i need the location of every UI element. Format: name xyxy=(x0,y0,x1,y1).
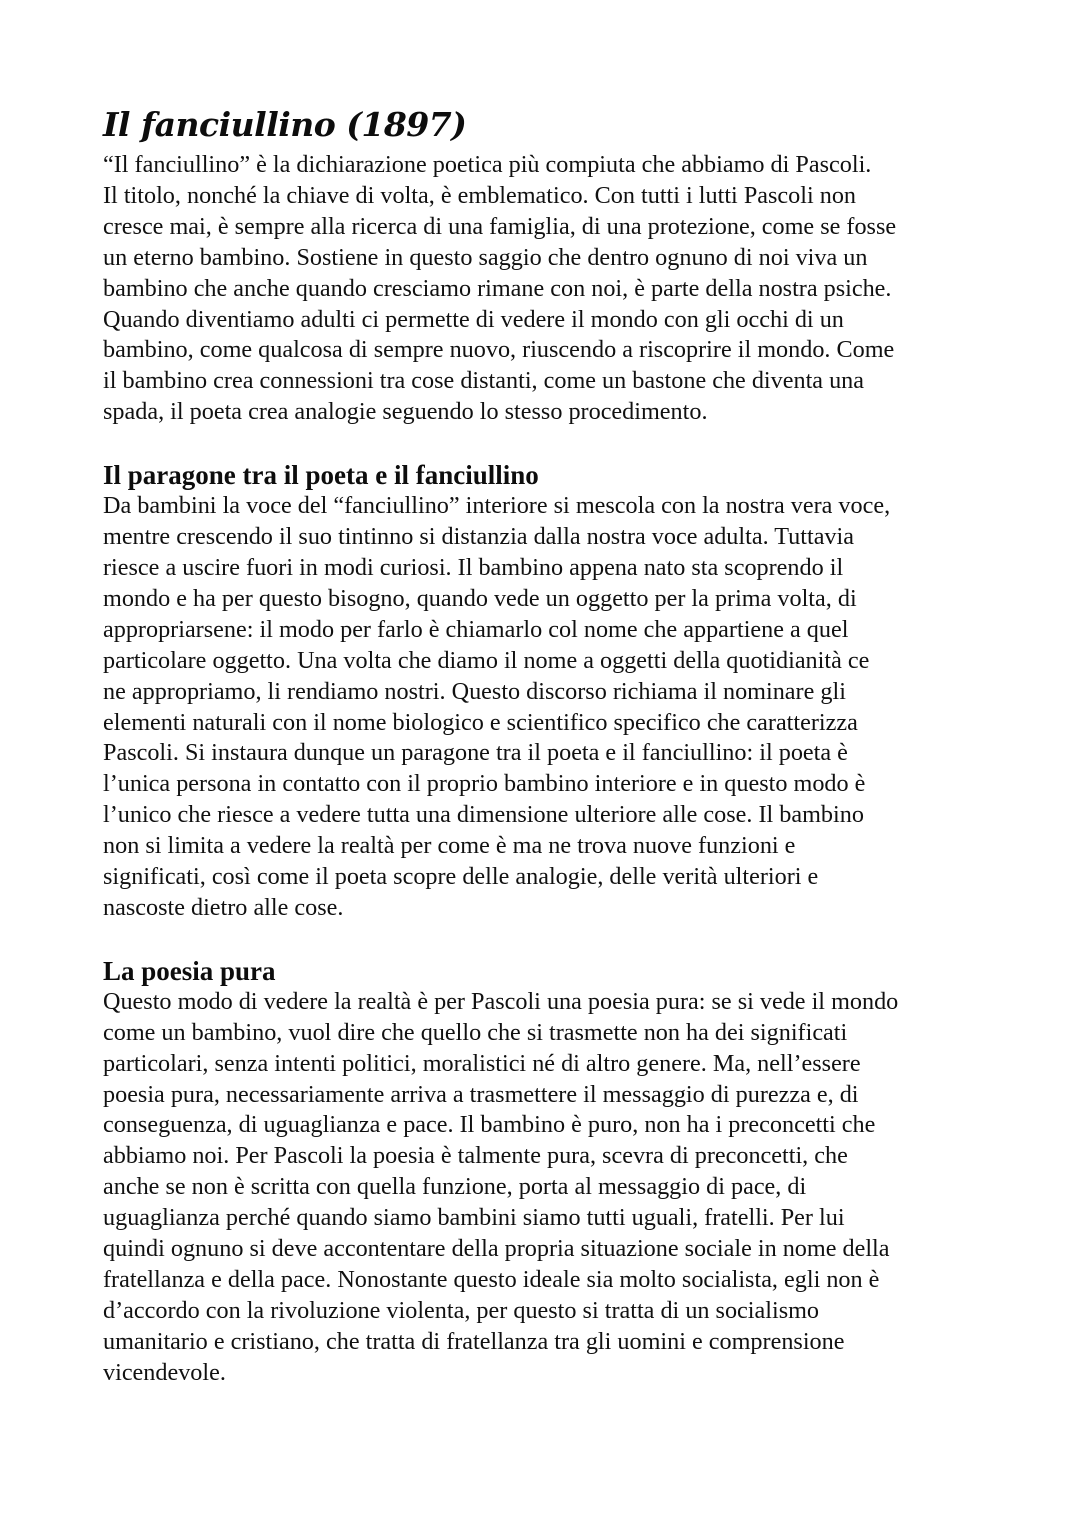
text-line: appropriarsene: il modo per farlo è chiamarlo col nome che appartiene a quel xyxy=(103,615,849,643)
text-line: bambino, come qualcosa di sempre nuovo, riuscendo a riscoprire il mondo. Come xyxy=(103,336,895,364)
text-line: l’unico che riesce a vedere tutta una dimensione ulteriore alle cose. Il bambino xyxy=(103,801,864,829)
document-title: Il fanciullino (1897) xyxy=(103,105,467,144)
text-line: fratellanza e della pace. Nonostante questo ideale sia molto socialista, egli non è xyxy=(103,1266,880,1293)
text-line: Pascoli. Si instaura dunque un paragone tra il poeta e il fanciullino: il poeta è xyxy=(103,739,848,767)
text-line: vicendevole. xyxy=(103,1358,226,1386)
text-line: l’unica persona in contatto con il proprio bambino interiore e in questo modo è xyxy=(103,770,866,798)
text-line: quindi ognuno si deve accontentare della propria situazione sociale in nome della xyxy=(103,1235,890,1263)
text-line: mondo e ha per questo bisogno, quando vede un oggetto per la prima volta, di xyxy=(103,584,857,612)
text-line: d’accordo con la rivoluzione violenta, per questo si tratta di un socialismo xyxy=(103,1296,820,1324)
text-line: Quando diventiamo adulti ci permette di vedere il mondo con gli occhi di un xyxy=(103,305,844,333)
text-line: Da bambini la voce del “fanciullino” interiore si mescola con la nostra vera voce, xyxy=(103,492,891,520)
text-line: significati, così come il poeta scopre delle analogie, delle verità ulteriori e xyxy=(103,863,819,891)
text-line: un eterno bambino. Sostiene in questo saggio che dentro ognuno di noi viva un xyxy=(103,243,868,271)
paragraph-intro xyxy=(103,150,1003,428)
text-line: particolari, senza intenti politici, moralistici né di altro genere. Ma, nell’essere xyxy=(103,1049,861,1077)
section-paragone xyxy=(103,459,1003,924)
text-line: riesce a uscire fuori in modi curiosi. Il bambino appena nato sta scoprendo il xyxy=(103,553,844,581)
text-line: poesia pura, necessariamente arriva a trasmettere il messaggio di purezza e, di xyxy=(103,1080,859,1108)
text-line: “Il fanciullino” è la dichiarazione poetica più compiuta che abbiamo di Pascoli. xyxy=(103,151,872,178)
text-line: uguaglianza perché quando siamo bambini siamo tutti uguali, fratelli. Per lui xyxy=(103,1204,845,1232)
text-line: elementi naturali con il nome biologico e scientifico specifico che caratterizza xyxy=(103,708,858,736)
paragraph-paragone xyxy=(103,491,1003,924)
text-line: particolare oggetto. Una volta che diamo il nome a oggetti della quotidianità ce xyxy=(103,646,870,674)
text-line: anche se non è scritta con quella funzione, porta al messaggio di pace, di xyxy=(103,1173,807,1201)
paragraph-poesia-pura xyxy=(103,987,1003,1389)
text-line: mentre crescendo il suo tintinno si distanzia dalla nostra voce adulta. Tuttavia xyxy=(103,523,854,551)
text-line: umanitario e cristiano, che tratta di fratellanza tra gli uomini e comprensione xyxy=(103,1327,845,1355)
section-heading: La poesia pura xyxy=(103,955,276,986)
section-poesia-pura xyxy=(103,955,1003,1389)
text-line: ne appropriamo, li rendiamo nostri. Questo discorso richiama il nominare gli xyxy=(103,677,846,705)
document-page xyxy=(103,100,1003,1389)
text-line: il bambino crea connessioni tra cose distanti, come un bastone che diventa una xyxy=(103,367,864,395)
text-line: conseguenza, di uguaglianza e pace. Il bambino è puro, non ha i preconcetti che xyxy=(103,1111,876,1139)
text-line: nascoste dietro alle cose. xyxy=(103,893,344,921)
text-line: abbiamo noi. Per Pascoli la poesia è talmente pura, scevra di preconcetti, che xyxy=(103,1142,848,1170)
section-intro xyxy=(103,150,1003,428)
text-line: non si limita a vedere la realtà per come è ma ne trova nuove funzioni e xyxy=(103,832,796,860)
text-line: Questo modo di vedere la realtà è per Pascoli una poesia pura: se si vede il mondo xyxy=(103,987,899,1015)
text-line: spada, il poeta crea analogie seguendo lo stesso procedimento. xyxy=(103,398,708,426)
text-line: bambino che anche quando cresciamo rimane con noi, è parte della nostra psiche. xyxy=(103,274,892,302)
text-line: cresce mai, è sempre alla ricerca di una famiglia, di una protezione, come se fosse xyxy=(103,212,897,240)
text-line: Il titolo, nonché la chiave di volta, è emblematico. Con tutti i lutti Pascoli non xyxy=(103,181,857,209)
section-heading: Il paragone tra il poeta e il fanciullino xyxy=(103,460,539,491)
text-line: come un bambino, vuol dire che quello che si trasmette non ha dei significati xyxy=(103,1018,848,1046)
